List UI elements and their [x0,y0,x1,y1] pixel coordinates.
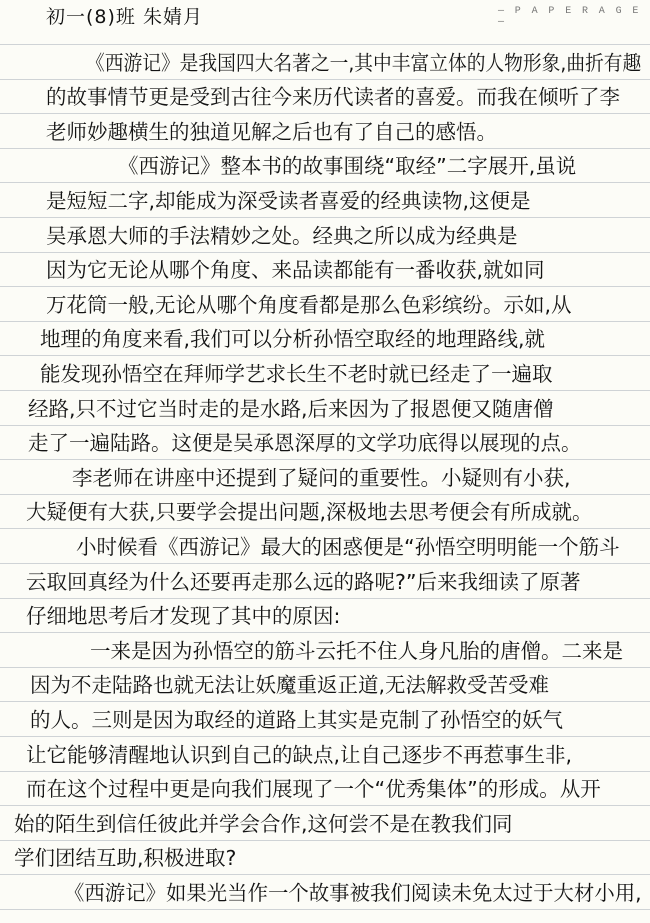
essay-line: 的人。三则是因为取经的道路上其实是克制了孙悟空的妖气 [30,708,563,732]
essay-line: 仔细地思考后才发现了其中的原因: [26,604,341,629]
essay-line: 的故事情节更是受到古往今来历代读者的喜爱。而我在倾听了李 [46,85,620,110]
essay-line: 《西游记》整本书的故事围绕“取经”二字展开,虽说 [118,154,577,179]
ruled-line [0,909,650,910]
essay-line: 能发现孙悟空在拜师学艺求长生不老时就已经走了一遍取 [40,362,553,386]
essay-line: 大疑便有大获,只要学会提出问题,深极地去思考便会有所成就。 [26,500,593,525]
essay-line: 吴承恩大师的手法精妙之处。经典之所以成为经典是 [46,223,518,248]
essay-line: 经路,只不过它当时走的是水路,后来因为了报恩便又随唐僧 [28,396,554,421]
essay-line: 云取回真经为什么还要再走那么远的路呢?”后来我细读了原著 [26,569,581,594]
essay-line: 是短短二字,却能成为深受读者喜爱的经典读物,这便是 [46,189,531,213]
essay-line: 地理的角度来看,我们可以分析孙悟空取经的地理路线,就 [40,327,546,352]
essay-line: 因为不走陆路也就无法让妖魔重返正道,无法解救受苦受难 [30,673,550,698]
header-name: 初一(8)班 朱婧月 [46,6,203,28]
essay-line: 一来是因为孙悟空的筋斗云托不住人身凡胎的唐僧。二来是 [90,638,623,663]
essay-line: 学们团结互助,积极进取? [14,846,237,871]
essay-line: 《西游记》是我国四大名著之一,其中丰富立体的人物形象,曲折有趣 [86,50,642,75]
essay-line: 老师妙趣横生的独道见解之后也有了自己的感悟。 [46,119,497,144]
essay-line: 让它能够清醒地认识到自己的缺点,让自己逐步不再惹事生非, [26,742,573,767]
essay-line: 万花筒一般,无论从哪个角度看都是那么色彩缤纷。示如,从 [46,292,572,317]
essay-line: 始的陌生到信任彼此并学会合作,这何尝不是在教我们同 [14,811,513,836]
essay-line: 《西游记》如果光当作一个故事被我们阅读未免太过于大材小用, [64,881,642,905]
essay-line: 而在这个过程中更是向我们展现了一个“优秀集体”的形成。从开 [26,777,601,802]
essay-line: 小时候看《西游记》最大的困惑便是“孙悟空明明能一个筋斗 [76,535,620,559]
essay-line: 因为它无论从哪个角度、来品读都能有一番收获,就如同 [46,258,545,283]
essay-line: 走了一遍陆路。这便是吴承恩深厚的文学功底得以展现的点。 [28,431,582,456]
essay-line: 李老师在讲座中还提到了疑问的重要性。小疑则有小获, [72,465,571,490]
paperage-brand: — P A P E R A G E — [498,6,641,28]
